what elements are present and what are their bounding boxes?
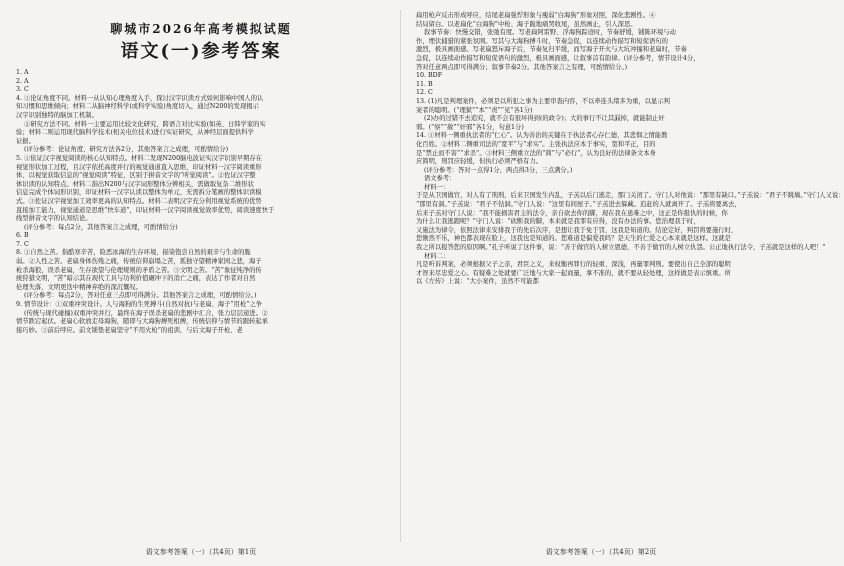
text-line: 扁用枪声反击形成呼应，结尾老扁强悍形象与瘦弱“白海狗”形象对照，深化悲剧性。④ [416, 12, 656, 19]
text-line: 您愀然不乐，神色都表现在脸上，这我也是知道的。您难道是偏爱我吗？是天生的仁爱之心本来就是这样。这就是 [416, 235, 731, 243]
text-line: 4. ①论证角度不同。材料一从认知心理角度入手，探讨汉字识读方式如何影响中国人的认 [16, 94, 264, 102]
text-line: 体识读的认知特点。材料二指出N200与汉字词形整体分辨相关，需做取复杂二维形状 [16, 180, 254, 188]
text-line: 12. C [416, 89, 433, 97]
text-line: 我之所以报答您的原因啊。”孔子听说了这件事，说：“善于做官的人树立恩德，不善于做官的人树立仇怨。公正地执行法令，子羔就是这样的人吧！” [416, 244, 826, 252]
text-line: 情节跌宕起伏。老扁心软放走母海狗，随即与大海狗搏死相搏，传统信仰与情节的跟转起承 [16, 318, 268, 326]
text-line: 知习惯和思维倾向；材料二从脑神经科学(或科学实验)角度切入，通过N200的发现揭示 [16, 103, 259, 111]
answer-subtitle: 语文(一)参考答案 [120, 41, 282, 62]
text-line: 为什么让我逃跑呢？”守门人说：“砍断我的脚，本来就是我罪有应得，没有办法的事。您治理我于时， [416, 218, 700, 226]
text-line: 才智来尽忠爱之心。有疑难之处就要广泛地与大家一起商量，拿不准的，就不要从轻处理，这样做是表示慎重。所 [416, 269, 731, 277]
text-line: ②研究方法不同。材料一主要运用比较文化研究、跨语言对比实验(如英、日韩学家的实 [24, 120, 266, 128]
text-line: “那里有洞。”子羔说：“君子不钻洞。”守门人说：“这里有间屋子。”子羔进去躲藏。追赶的人就离开了。子羔将要离去， [416, 201, 741, 209]
text-line: 10. BDF [416, 72, 443, 80]
page-divider [400, 10, 401, 542]
text-line: 6. B [16, 232, 29, 240]
text-line: (2)办的过错不去追究，就不会有很坏得到(的政令)；大的事行不让其漏掉，就能制止奸 [424, 115, 665, 123]
text-line: 汉字识别独特的脑加工机制。 [16, 111, 98, 119]
text-line: 凡是听诉判案，必须根据父子之亲，君臣之义，来权衡再罪行的轻重、深浅，再量罪判刑。要使出自己全部的聪明 [416, 261, 731, 269]
text-line: 统狩猎文明，“苦”暗示其在现代工具与功利价值碾冲下的消亡之痛，表达了作者对自然 [16, 275, 256, 283]
page-1-column [16, 12, 386, 335]
text-line: 2. A [16, 77, 29, 85]
text-line: 线型拼音文字的认知结论。 [16, 215, 92, 223]
text-line: 案者的聪明。(“理狱”“本”“责”“见”各1分) [416, 106, 533, 114]
text-line: 视觉形状加工过程，且汉字依托高度并行的视觉通道直入思维，印证材料一汉字阅读重形 [16, 163, 262, 171]
text-line: 弱。②人性之苦。老扁身体伤残之痛，传统信仰崩塌之苦，孤独守望精神家园之悲，海子 [16, 258, 262, 266]
text-line: 直接加工能力，视觉通道是思维“快车道”，印证材料一汉字阅读视觉效率优势，阅读速度快于 [16, 206, 275, 214]
text-line: 答对任意两点即可得满分；叙事节奏2分。其他答案言之有理，可酌情给分。) [416, 63, 628, 71]
text-line: 化百姓。②材料二侧重司法的“宽平”与“求实”。主张执法应本于事实，宽和平正，目的 [416, 140, 656, 148]
text-line: 14. ①材料一侧重执法者的“仁心”。认为善治的关键在于执法者心存仁德，其悲悯之情能教 [416, 132, 668, 140]
exam-title: 聊城市2026年高考模拟试题 [110, 22, 292, 36]
text-line: 11. B [416, 80, 433, 88]
text-line: 证据。 [16, 137, 35, 145]
text-line: 式。③佐证汉字视觉加工效率更高的认知特点。材料二表明汉字充分利用视觉系统的优势 [16, 197, 262, 205]
text-line: 应简明，刑罚应轻缓，但执行必须严格有力。 [416, 158, 542, 166]
text-line: 作，埋伏捕猎的紧张氛围。写其与大海狗搏斗时，节奏急促，以连续动作描写和短促语句的 [416, 37, 668, 45]
text-line: 7. C [16, 240, 29, 248]
text-line: 9. 情节设计：①双重冲突设计。人与海狗的生死搏斗(自然对抗)与老扁、海子“用枪”之争 [16, 301, 263, 309]
text-line: 邪。(“察”“赦”“奸邪”各1分，句意1分) [416, 123, 524, 131]
text-line: (评分参考：每点2分，其他答案言之成理，可酌情给分) [24, 223, 178, 231]
text-line: 接巧妙。③前后呼应。前文铺垫老扁坚守“不用火枪”的祖训，与后文海子开枪、老 [16, 326, 243, 334]
text-line: 于是从卫国做官，对人有了刑刑，后来卫国发生内乱，子羔以后门逃走，那门关闭了。守门人对他说：“那里有缺口。”子羔说：“君子不跳墙。”守门人又说： [416, 192, 844, 200]
text-line: 后来子羔对守门人说：“我不能损害君主的法令，亲自砍去你的脚，现在我在患难之中，这正是你报仇的时候，你 [416, 209, 728, 217]
text-line: 1. A [16, 69, 29, 76]
text-line: (传统与现代碰撞)双重冲突并行，最终在海子误杀老扁的悲剧中汇合，张力层层递进。② [24, 309, 269, 317]
text-line: 是“禁止而不害”“求杀”。③材料三侧重立法的“简”与“必行”，认为良好的法律条文本身 [416, 149, 656, 157]
text-line: 材料二： [424, 252, 450, 260]
page-1-footer: 语文参考答案（一）（共4页）第1页 [145, 548, 257, 556]
text-line: 又施法为律令，依照法律来安排我于的先后次序，是想让我于免于罚，这我是知道的。结论定好，判罚将要施行时， [416, 226, 738, 234]
text-line: 验；材料二则运用现代脑科学技术(相关电位技术)进行实证研究，从神经层面提供科学 [16, 129, 254, 137]
text-line: 结局留白。以老扁化“白海狗”中枪、海子跪地痛哭收尾，虽然画止，引人深思。 [416, 20, 637, 28]
text-line: (评分参考：答对一点得1分，两点得3分，三点满分。) [424, 166, 573, 174]
text-line: 叙事节奏：快慢交错，张弛有度。写老扁阿雷野、浮海狗踪迹时，节奏舒缓，铺陈环境与动 [424, 29, 676, 37]
page-1-text [16, 69, 386, 335]
text-line: 枪杀海狼，误杀老扁，生存欲望与伦理规则的矛盾之苦。③文明之苦。“苦”象征纯净的传 [16, 266, 262, 274]
text-line: 急促，以连续动作描写和短促语句的激烈，极具画面感，让叙事首有韵律。(评分参考，情节设计4分， [416, 54, 700, 62]
text-line: 激烈，极具画面感。写老扁怒斥海子后，节奏复归平缓，而写海子开火与大坑冲撞和老扁时，节奏 [416, 46, 687, 54]
text-line: 5. ①依证汉字视觉阅读的核心认知特点。材料二发现N200脑电波证实汉字识别早期存在 [16, 154, 262, 162]
text-line: 体、以视觉获取信息的“视觉阅读”特征，区别于拼音文字的“听觉阅读”。②佐证汉字整 [16, 172, 256, 180]
text-line: 材料一： [424, 183, 450, 191]
text-line: 语文参考： [424, 175, 456, 183]
text-line: 以《左传》上说：“大小案件，虽然不可能都 [416, 278, 539, 286]
text-line: 伦理失落、文明更迭中精神弃绝的深沉慨叹。 [16, 283, 142, 291]
page-2-text [416, 12, 844, 287]
page-2-column [416, 12, 844, 287]
text-line: 8. ①自然之苦。指酷寒辛苦，险恶冰海的生存环境，描染饱尝自然的艰辛与生命的脆 [16, 249, 251, 257]
text-line: 信息完成个体词形识别，印证材料一汉字认读以整体为单元、无需拆分笔画的整体识读模 [16, 189, 262, 197]
text-line: 3. C [16, 86, 29, 94]
text-line: (评分参考：论证角度、研究方法各2分，其他答案言之成理，可酌情给分) [24, 146, 229, 154]
text-line: 13. (1)凡是判理案件，必须是以所犯之事为主要审查内容，不以牵连头绪多为重，以显示判 [416, 97, 670, 105]
text-line: (评分参考：每点2分，答对任意三点即可得满分。其他答案言之成理，可酌情给分。) [24, 292, 257, 300]
page-2-footer: 语文参考答案（一）（共4页）第2页 [545, 548, 657, 556]
